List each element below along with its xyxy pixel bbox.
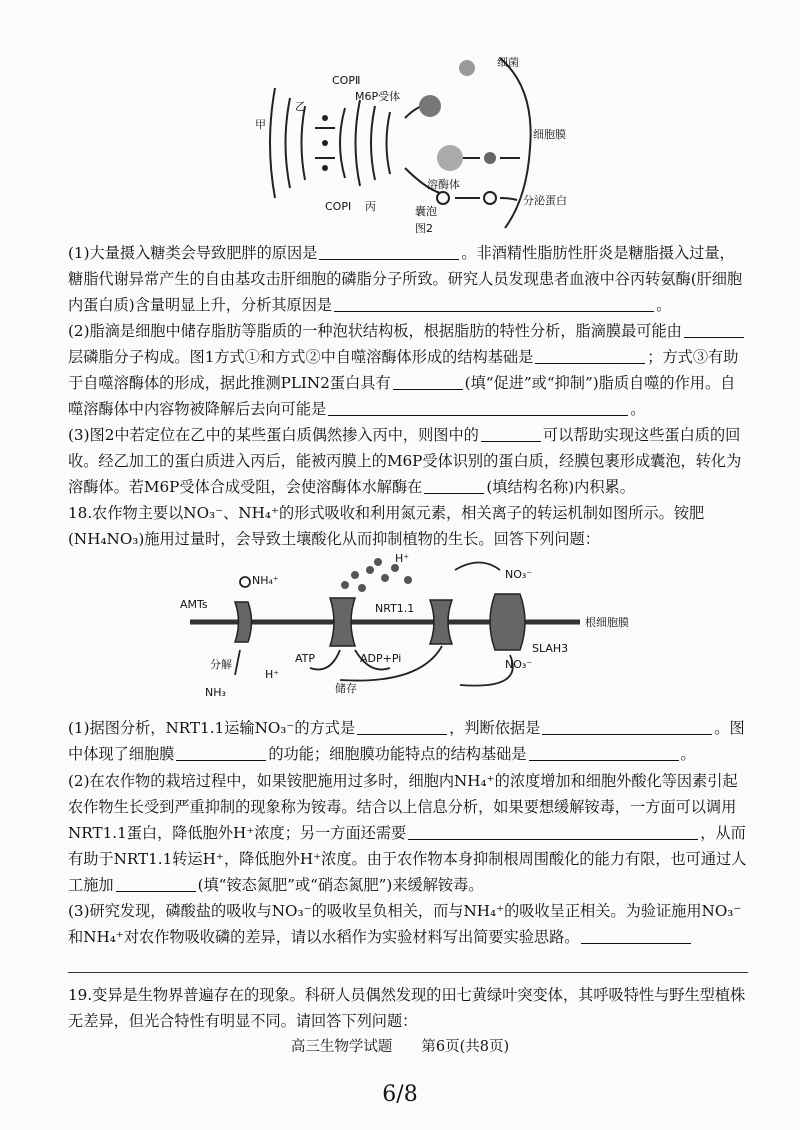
- q18-p1-text-a: (1)据图分析，NRT1.1运输NO₃⁻的方式是: [68, 719, 356, 737]
- q17-p1-text-c: 。: [656, 296, 672, 314]
- label-no3-bottom: NO₃⁻: [505, 658, 533, 671]
- label-secreted-protein: 分泌蛋白: [523, 194, 567, 207]
- label-nh3: NH₃: [205, 686, 226, 699]
- page-number: 6/8: [382, 1082, 418, 1107]
- nitrogen-transport-diagram: [180, 550, 650, 700]
- label-decompose: 分解: [210, 658, 232, 671]
- label-nh4-top: NH₄⁺: [252, 574, 279, 587]
- q18-p1-text-c: 。图中体现了细胞膜: [68, 719, 745, 763]
- label-store: 储存: [335, 682, 357, 695]
- label-jia: 甲: [255, 118, 266, 131]
- label-vesicle: 囊泡: [415, 205, 437, 218]
- label-cop-i: COPⅠ: [325, 200, 352, 213]
- q18-p2-text-c: (填“铵态氮肥”或“硝态氮肥”)来缓解铵毒。: [197, 876, 484, 894]
- answer-blank[interactable]: [408, 824, 698, 840]
- label-cop-ii: COPⅡ: [332, 74, 361, 87]
- q17-p1-text-b: 。非酒精性脂肪性肝炎是糖脂摄入过量，糖脂代谢异常产生的自由基攻击肝细胞的磷脂分子所致。研究人员发现患者血液中谷丙转氨酶(肝细胞内蛋白质)含量明显上升，分析其原因是: [68, 244, 743, 314]
- answer-blank[interactable]: [116, 876, 196, 892]
- q18-part3: [68, 898, 748, 950]
- q17-p2-text-a: (2)脂滴是细胞中储存脂肪等脂质的一种泡状结构板，根据脂肪的特性分析，脂滴膜最可能由: [68, 322, 682, 340]
- label-adp: ADP+Pi: [360, 652, 402, 665]
- label-bing: 丙: [365, 200, 376, 213]
- answer-blank[interactable]: [535, 348, 645, 364]
- q17-p2-text-c: ；方式③有助于自噬溶酶体的形成，据此推测PLIN2蛋白具有: [68, 348, 739, 392]
- q17-part3: [68, 422, 748, 500]
- label-slah3: SLAH3: [532, 642, 569, 655]
- answer-blank[interactable]: [542, 719, 712, 735]
- q18-intro: 18.农作物主要以NO₃⁻、NH₄⁺的形式吸收和利用氮元素，相关离子的转运机制如图所示。铵肥(NH₄NO₃)施用过量时，会导致土壤酸化从而抑制植物的生长。回答下列问题：: [68, 504, 705, 548]
- answer-blank[interactable]: [328, 400, 628, 416]
- label-yi: 乙: [295, 100, 306, 113]
- q18-p1-text-e: 。: [680, 745, 696, 763]
- answer-blank[interactable]: [393, 374, 463, 390]
- q18-p2-text-a: (2)在农作物的栽培过程中，如果铵肥施用过多时，细胞内NH₄⁺的浓度增加和细胞外酸化等因素引起农作物生长受到严重抑制的现象称为铵毒。结合以上信息分析，如果要想缓解铵毒，一方面可以调用NRT1.1蛋白，降低胞外H⁺浓度；另一方面还需要: [68, 772, 738, 842]
- q17-p2-text-b: 层磷脂分子构成。图1方式①和方式②中自噬溶酶体形成的结构基础是: [68, 348, 534, 366]
- answer-blank[interactable]: [319, 244, 459, 260]
- answer-line[interactable]: [68, 972, 748, 973]
- q18-p1-text-d: 的功能；细胞膜功能特点的结构基础是: [268, 745, 527, 763]
- q18-p2-text-b: ，从而有助于NRT1.1转运H⁺，降低胞外H⁺浓度。由于农作物本身抑制根周围酸化的能力有限，也可通过人工施加: [68, 824, 747, 894]
- answer-blank[interactable]: [357, 719, 447, 735]
- label-cell-membrane: 细胞膜: [533, 128, 566, 141]
- label-atp: ATP: [295, 652, 316, 665]
- figure-2-diagram: [255, 48, 585, 238]
- q18-part1: [68, 715, 748, 767]
- label-amts: AMTs: [180, 598, 208, 611]
- figure-2-caption: 图2: [415, 222, 433, 235]
- answer-blank[interactable]: [481, 426, 541, 442]
- q17-p1-text-a: (1)大量摄入糖类会导致肥胖的原因是: [68, 244, 318, 262]
- q18-p1-text-b: ，判断依据是: [449, 719, 541, 737]
- q17-p3-text-a: (3)图2中若定位在乙中的某些蛋白质偶然掺入丙中，则图中的: [68, 426, 479, 444]
- label-hplus-top: H⁺: [395, 552, 410, 565]
- label-m6p: M6P受体: [355, 90, 401, 103]
- label-nrt1-1: NRT1.1: [375, 602, 415, 615]
- answer-blank[interactable]: [684, 322, 744, 338]
- q19-intro: 19.变异是生物界普遍存在的现象。科研人员偶然发现的田七黄绿叶突变体，其呼吸特性与野生型植株无差异，但光合特性有明显不同。请回答下列问题：: [68, 986, 746, 1030]
- q17-p2-text-e: 。: [630, 400, 646, 418]
- q17-p2-text-d: (填“促进”或“抑制”)脂质自噬的作用。自噬溶酶体中内容物被降解后去向可能是: [68, 374, 736, 418]
- label-hplus-bottom: H⁺: [265, 668, 280, 681]
- q17-part1: [68, 240, 748, 318]
- answer-blank[interactable]: [176, 745, 266, 761]
- q17-p3-text-c: (填结构名称)内积累。: [486, 478, 635, 496]
- label-no3-top: NO₃⁻: [505, 568, 533, 581]
- answer-blank[interactable]: [424, 478, 484, 494]
- q17-part2: [68, 318, 748, 422]
- label-lysosome: 溶酶体: [427, 178, 460, 191]
- q18-p3-text-a: (3)研究发现，磷酸盐的吸收与NO₃⁻的吸收呈负相关，而与NH₄⁺的吸收呈正相关。为验证施用NO₃⁻和NH₄⁺对农作物吸收磷的差异，请以水稻作为实验材料写出简要实验思路。: [68, 902, 742, 946]
- page-footer: 高三生物学试题 第6页(共8页): [290, 1039, 510, 1055]
- answer-blank[interactable]: [581, 928, 691, 944]
- q18-part2: [68, 768, 748, 898]
- label-root-membrane: 根细胞膜: [585, 616, 629, 629]
- label-bacteria: 细菌: [497, 56, 519, 69]
- answer-blank[interactable]: [529, 745, 679, 761]
- q17-p3-text-b: 可以帮助实现这些蛋白质的回收。经乙加工的蛋白质进入丙后，能被丙膜上的M6P受体识别的蛋白质，经膜包裹形成囊泡，转化为溶酶体。若M6P受体合成受阻，会使溶酶体水解酶在: [68, 426, 742, 496]
- answer-blank[interactable]: [334, 296, 654, 312]
